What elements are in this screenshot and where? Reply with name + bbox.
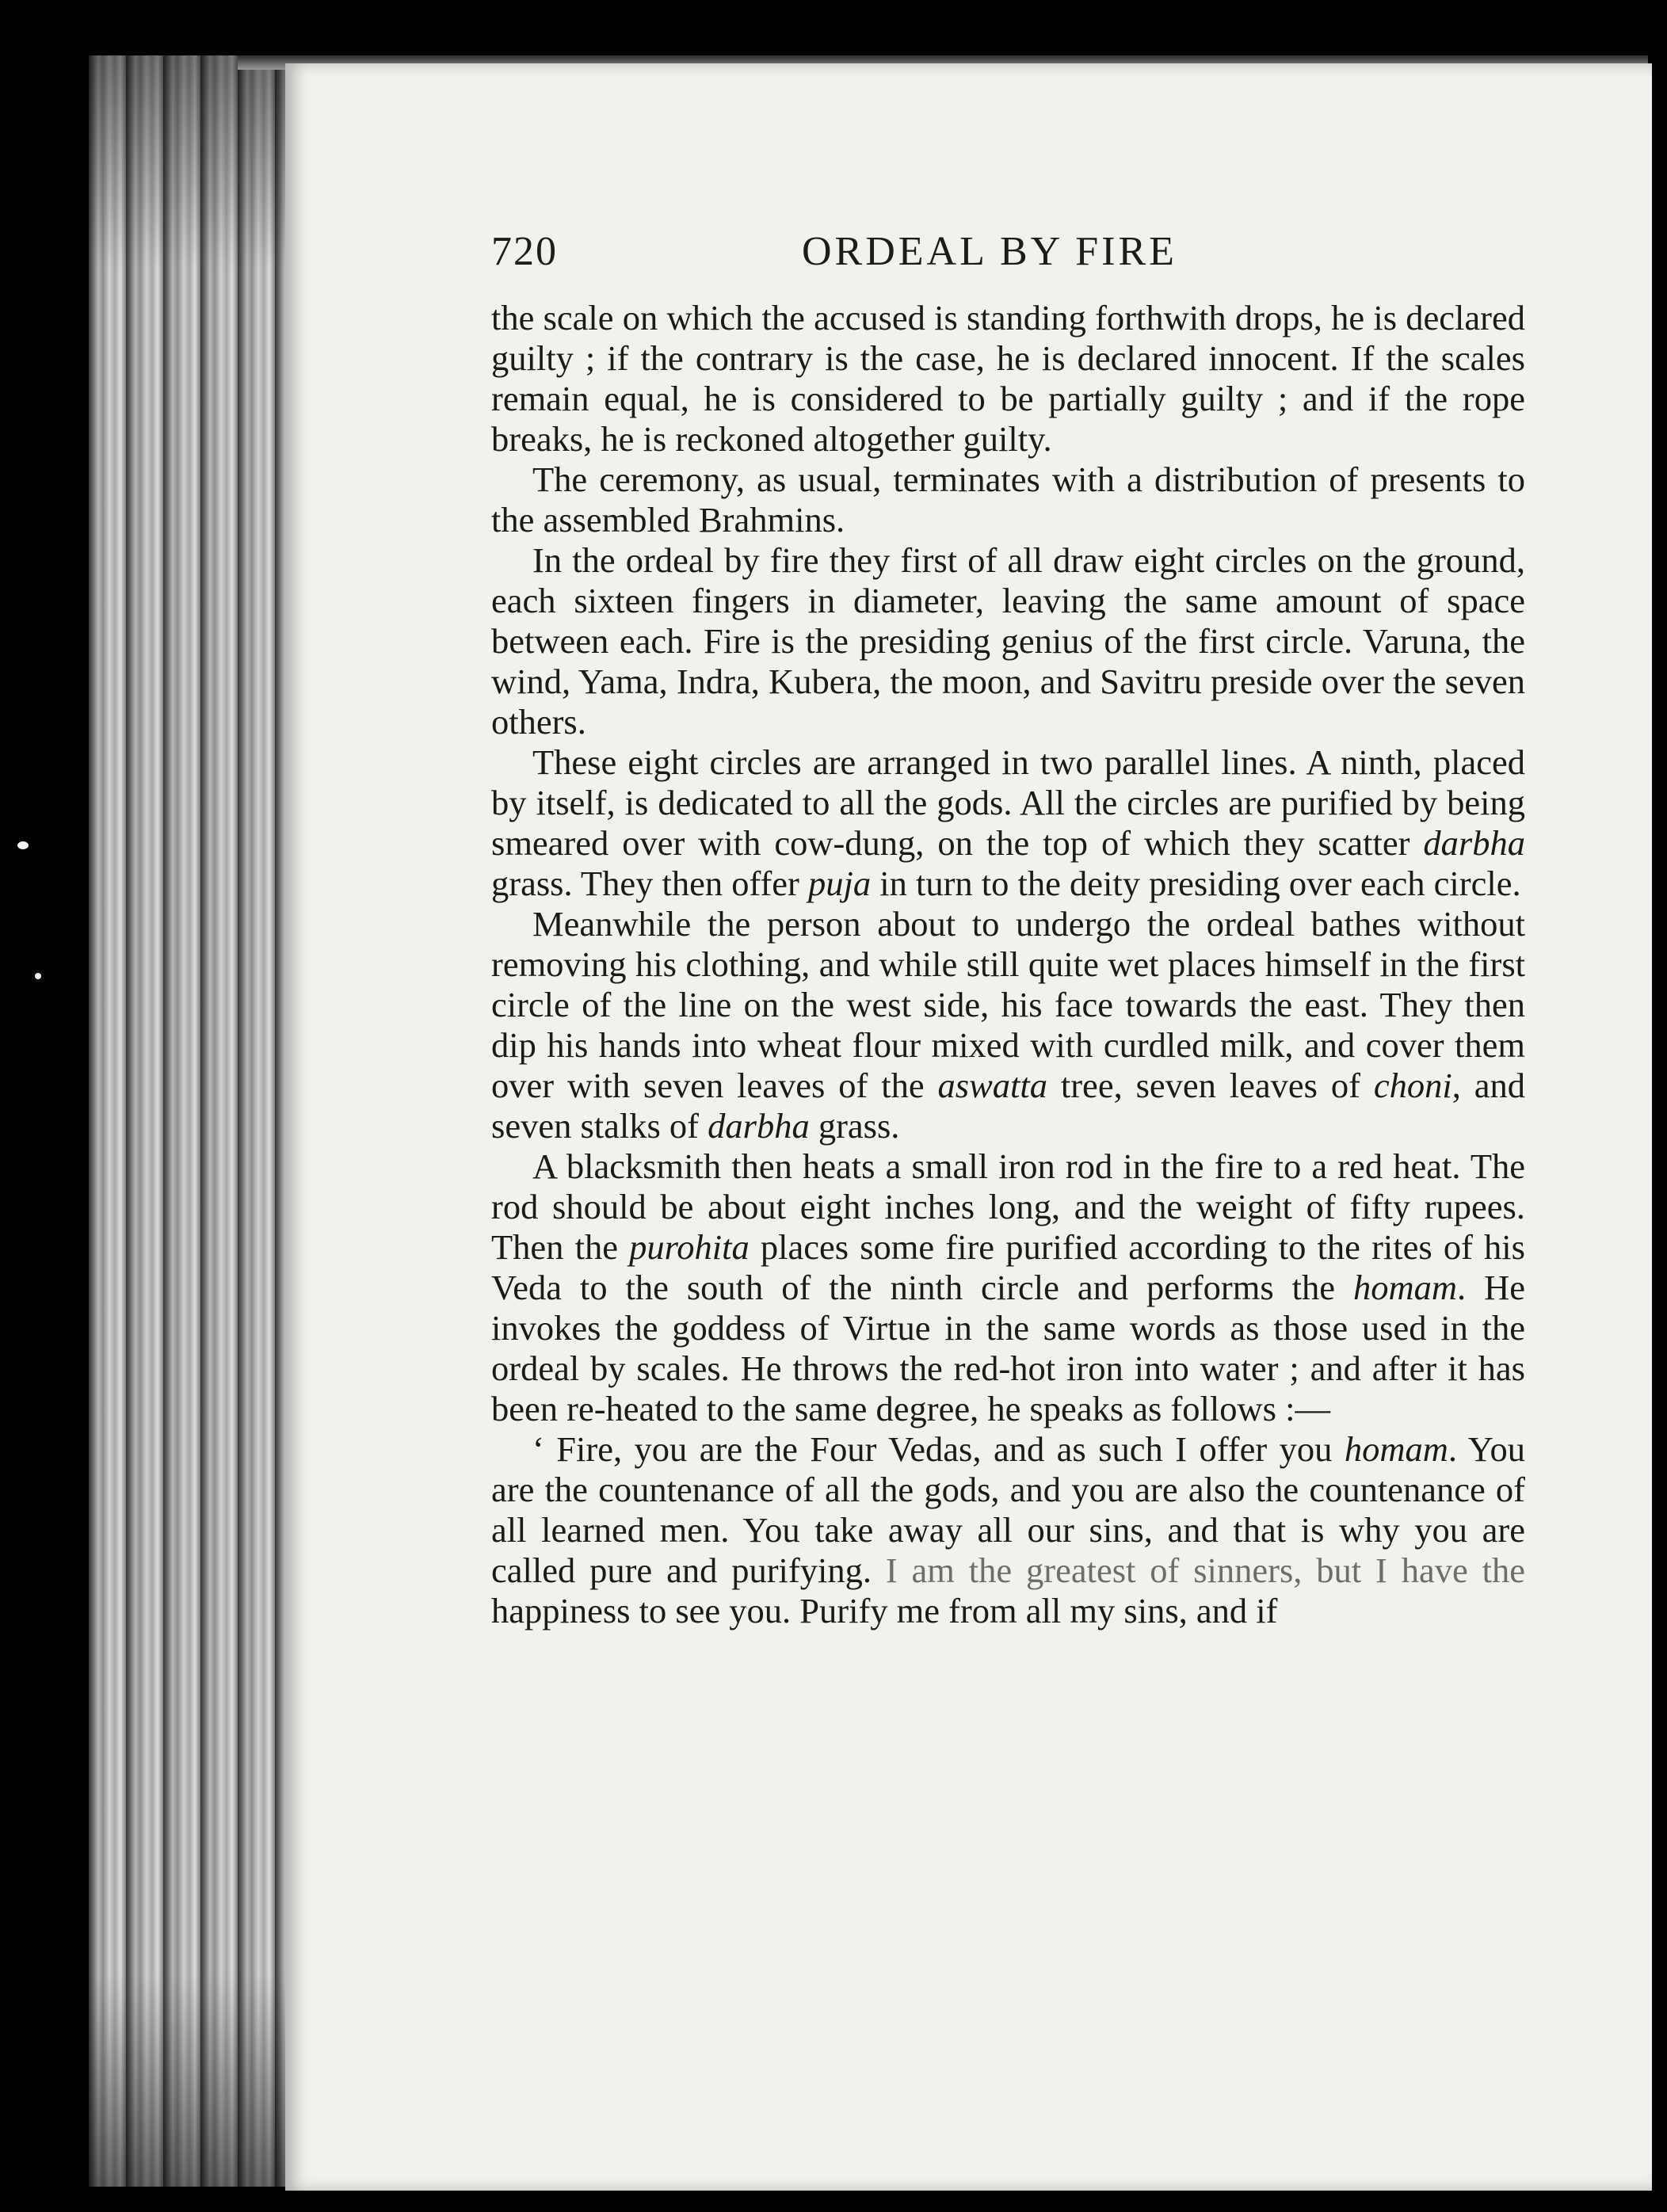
paragraph-text: Meanwhile the person about to undergo the ordeal bathes without removing his clothing, and while still quite wet places himself in the first circle of the line on the west side, his face towards the east. They then dip his hands into wheat flour mixed with curdled milk, and cover them over with seven leaves of the <box>491 904 1525 1105</box>
italic-term: darbha <box>1423 823 1525 863</box>
italic-term: homam <box>1344 1429 1448 1469</box>
spine-shadow <box>89 55 287 2187</box>
paragraph-4 <box>491 742 1525 904</box>
running-title: ORDEAL BY FIRE <box>802 229 1177 274</box>
faded-text: I am the greatest of sinners, but I have the <box>885 1550 1525 1590</box>
paragraph-2 <box>491 460 1525 540</box>
paragraph-text: grass. They then offer <box>491 864 808 903</box>
paragraph-text: grass. <box>809 1106 900 1146</box>
paragraph-text: A blacksmith then heats a small iron rod in the fire to a red heat. The rod should be about eight inches long, and the weight of fifty rupees. Then the <box>491 1146 1525 1267</box>
body-text <box>491 298 1525 1631</box>
paragraph-text: . You are the countenance of all the gods, and you are also the countenance of all learned men. You take away all our sins, and that is why you are called pure and purifying. <box>491 1429 1525 1590</box>
italic-term: aswatta <box>937 1066 1047 1105</box>
paragraph-text: the scale on which the accused is standing forthwith drops, he is declared guilty ; if the contrary is the case, he is declared innocent. If the scales remain equal, he is considered to be partially guilty ; and if the rope breaks, he is reckoned altogether guilty. <box>491 298 1525 459</box>
dust-speck <box>35 973 41 979</box>
paragraph-text: tree, seven leaves of <box>1047 1066 1374 1105</box>
paragraph-text: , and seven stalks of <box>491 1066 1525 1146</box>
paragraph-7 <box>491 1429 1525 1631</box>
dust-speck <box>17 841 29 849</box>
italic-term: choni <box>1373 1066 1452 1105</box>
paragraph-text: in turn to the deity presiding over each circle. <box>871 864 1521 903</box>
paragraph-3 <box>491 540 1525 742</box>
paragraph-text: In the ordeal by fire they first of all draw eight circles on the ground, each sixteen fingers in diameter, leaving the same amount of space between each. Fire is the presiding genius of the first circle. Varuna, the wind, Yama, Indra, Kubera, the moon, and Savitru preside over the seven others. <box>491 540 1525 742</box>
paragraph-text: These eight circles are arranged in two parallel lines. A ninth, placed by itself, is dedicated to all the gods. All the circles are purified by being smeared over with cow-dung, on the top of which they scatter <box>491 742 1525 863</box>
paragraph-text: ‘ Fire, you are the Four Vedas, and as such I offer you <box>532 1429 1345 1469</box>
dust-speck <box>1610 794 1616 801</box>
paragraph-text: The ceremony, as usual, terminates with a distribution of presents to the assembled Brahmins. <box>491 460 1525 540</box>
italic-term: darbha <box>708 1106 810 1146</box>
paragraph-5 <box>491 904 1525 1146</box>
page-header <box>491 228 1521 284</box>
paragraph-text: . He invokes the goddess of Virtue in the same words as those used in the ordeal by scales. He throws the red-hot iron into water ; and after it has been re-heated to the same degree, he speaks as follows :— <box>491 1268 1525 1428</box>
paragraph-text: happiness to see you. Purify me from all my sins, and if <box>491 1591 1278 1630</box>
paragraph-1 <box>491 298 1525 460</box>
italic-term: purohita <box>629 1227 750 1267</box>
page-number: 720 <box>491 229 558 274</box>
italic-term: homam <box>1352 1268 1458 1307</box>
paragraph-text: places some fire purified according to the rites of his Veda to the south of the ninth circle and performs the <box>491 1227 1525 1307</box>
italic-term: puja <box>807 864 872 903</box>
paragraph-6 <box>491 1146 1525 1429</box>
